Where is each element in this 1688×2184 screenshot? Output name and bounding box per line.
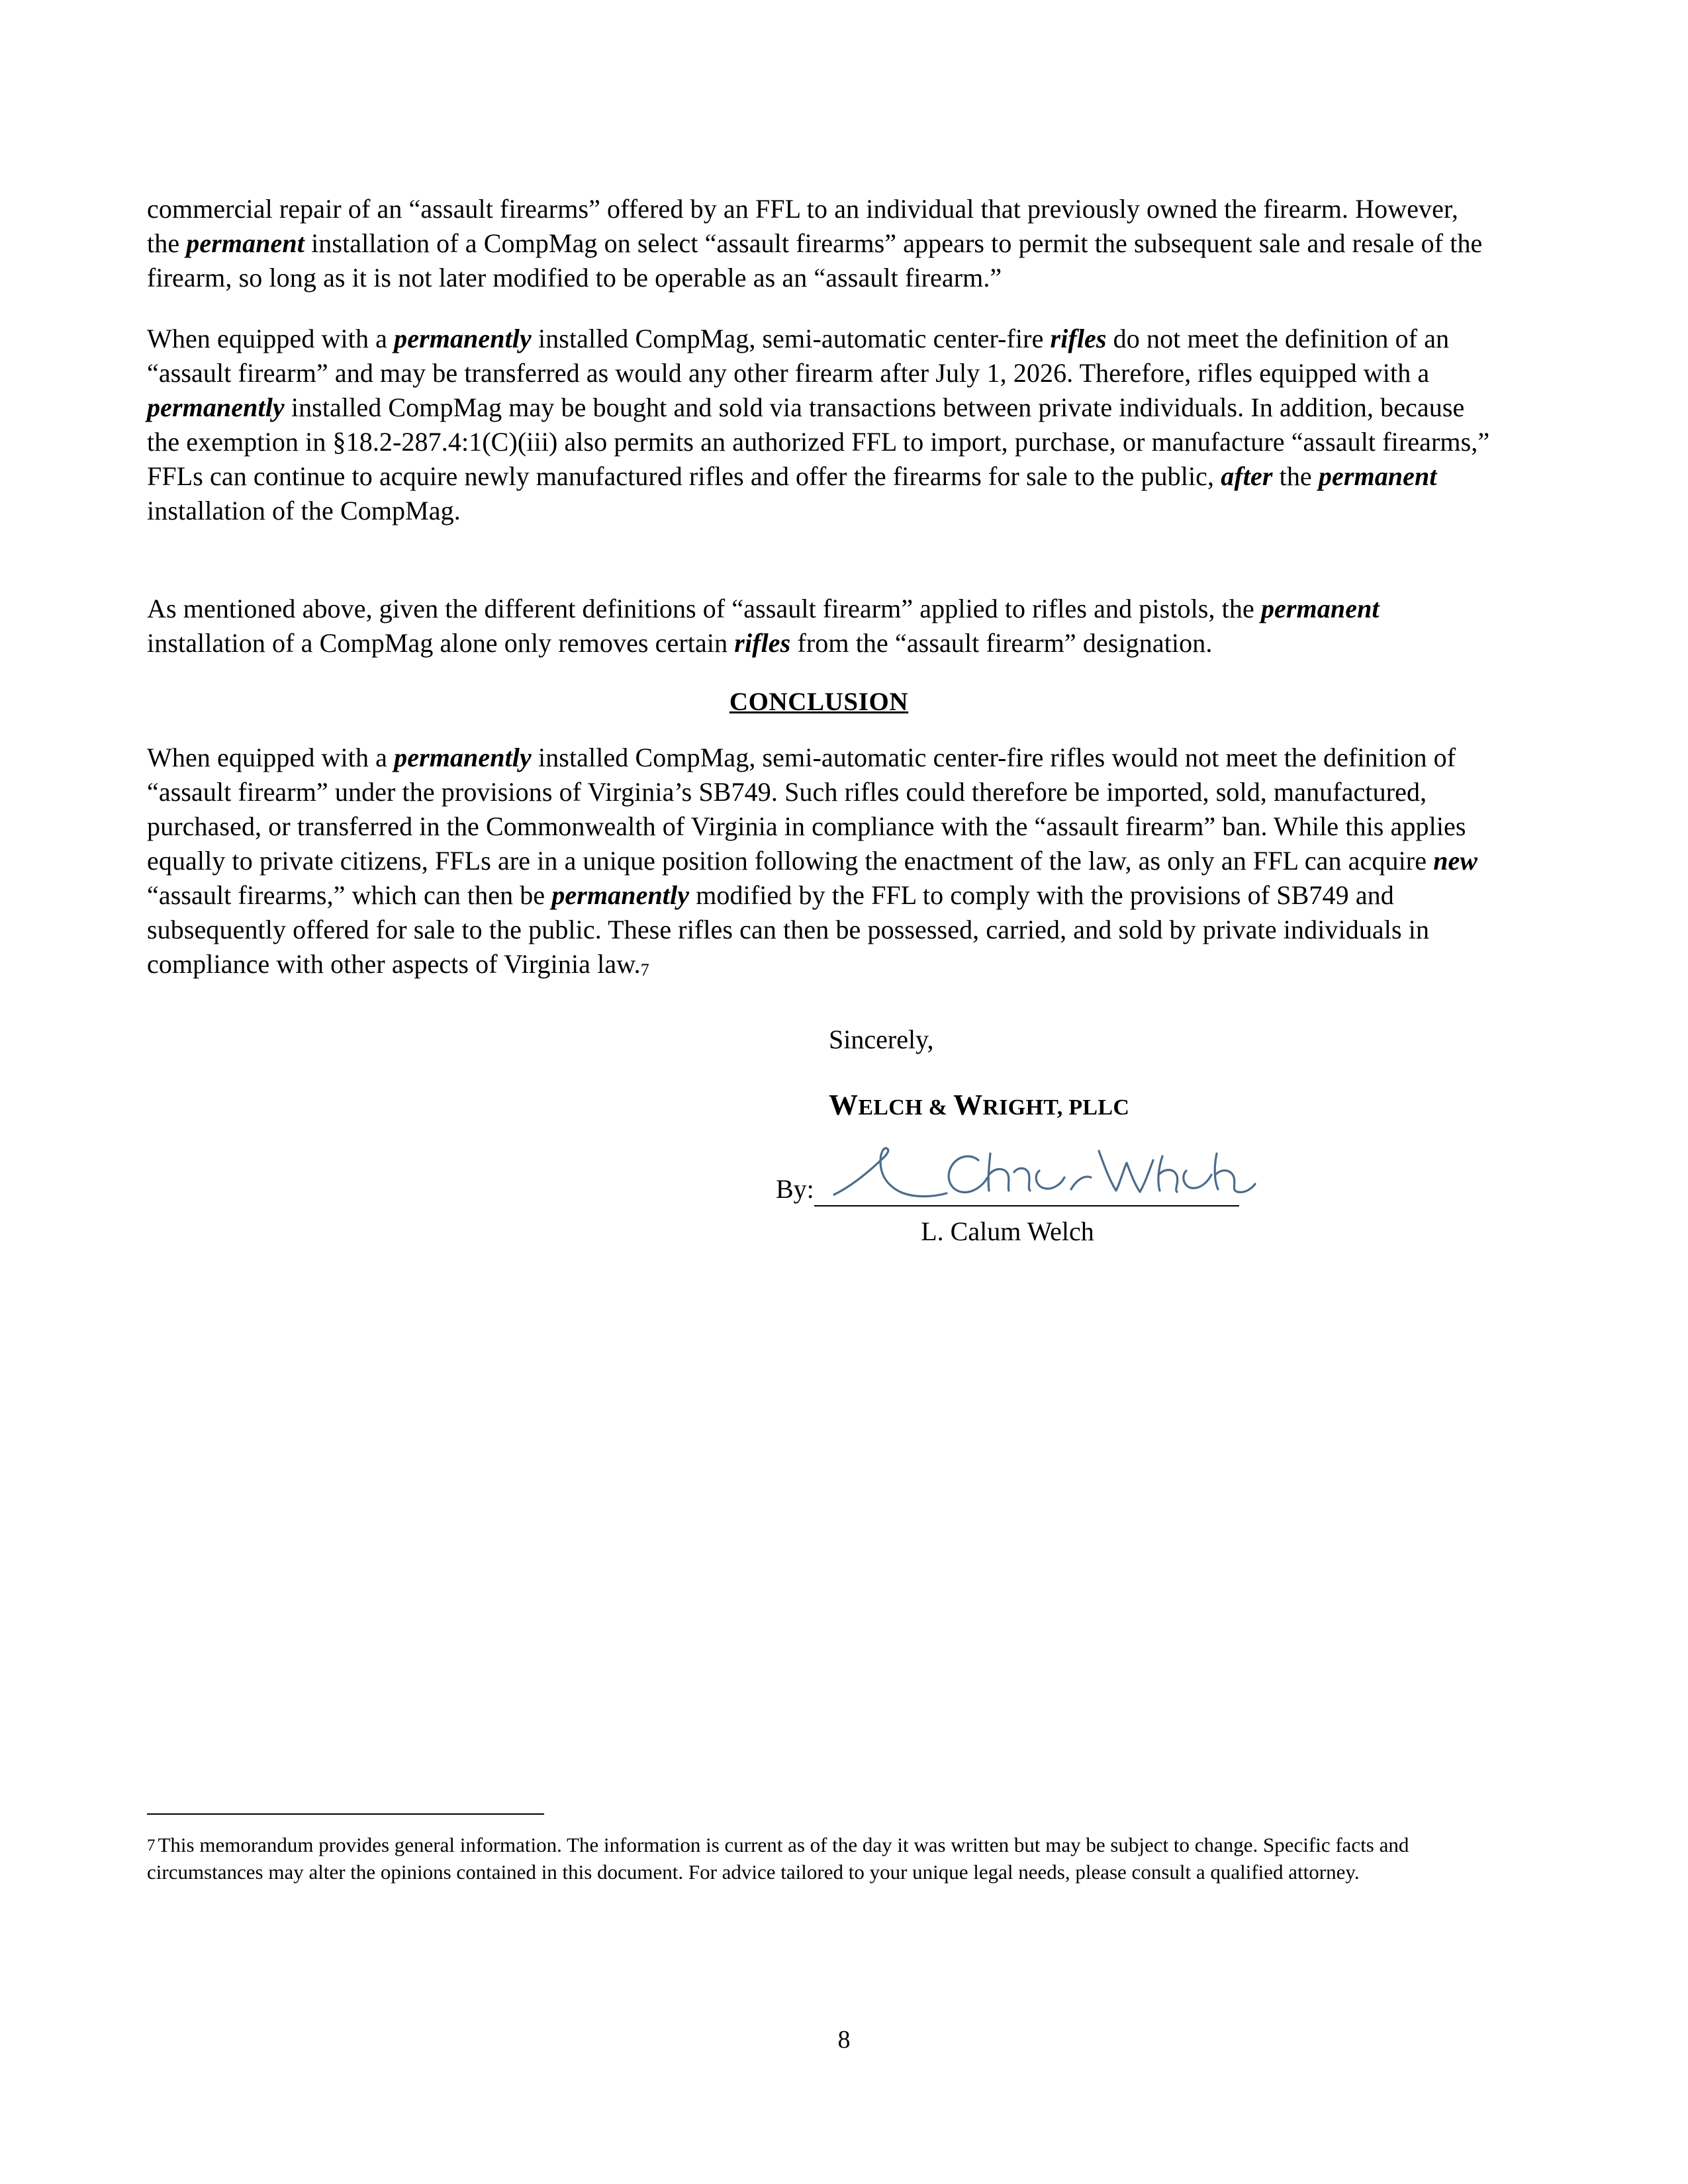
conclusion-heading: CONCLUSION [729,688,909,716]
paragraph-1: commercial repair of an “assault firearms” offered by an FFL to an individual that previously owned the firearm. However, the permanent installation of a CompMag on select “assault firearms” appears to permit the subsequent sale and resale of the firearm, so long as it is not later modified to be operable as an “assault firearm.” [147,194,1483,293]
page-number: 8 [837,2026,851,2054]
signature-row [776,1148,1239,1206]
signature-line [814,1148,1239,1206]
footnote-1 [147,1832,1491,1886]
firm-name-initial-1: W [829,1089,859,1121]
paragraph-spacer [147,555,1491,592]
footnote-separator [147,1813,544,1815]
footnote-reference-marker: 7 [640,960,649,979]
conclusion-paragraph: When equipped with a permanently installed CompMag, semi-automatic center-fire rifles would not meet the definition of “assault firearm” under the provisions of Virginia’s SB749. Such rifles could therefore be imported, sold, manufactured, purchased, or transferred in the Commonwealth of Virginia in compliance with the “assault firearm” ban. While this applies equally to private citizens, FFLs are in a unique position following the enactment of the law, as only an FFL can acquire new “assault firearms,” which can then be permanently modified by the FFL to comply with the provisions of SB749 and subsequently offered for sale to the public. These rifles can then be possessed, carried, and sold by private individuals in compliance with other aspects of Virginia law.7 [147,743,1478,979]
paragraph-2: When equipped with a permanently installed CompMag, semi-automatic center-fire rifles do not meet the definition of an “assault firearm” and may be transferred as would any other firearm after July 1, 2026. Therefore, rifles equipped with a permanently installed CompMag may be bought and sold via transactions between private individuals. In addition, because the exemption in §18.2-287.4:1(C)(iii) also permits an authorized FFL to import, purchase, or manufacture “assault firearms,” FFLs can continue to acquire newly manufactured rifles and offer the firearms for sale to the public, after the permanent installation of the CompMag. [147,324,1490,525]
sincerely-line: Sincerely, [829,1024,934,1054]
handwritten-signature [821,1134,1258,1206]
firm-name [829,1088,1491,1122]
footnote-body: This memorandum provides general information. The information is current as of the day it was written but may be subject to change. Specific facts and circumstances may alter the opinions contained in this document. For advice tailored to your unique legal needs, please consult a qualified attorney. [147,1833,1409,1884]
document-body [147,192,1491,1247]
paragraph-3: As mentioned above, given the different definitions of “assault firearm” applied to rifles and pistols, the permanent installation of a CompMag alone only removes certain rifles from the “assault firearm” designation. [147,594,1380,658]
firm-name-part-1: ELCH & [858,1095,954,1120]
firm-name-part-2: RIGHT, PLLC [982,1095,1130,1120]
footnote-area [147,1813,1491,1886]
signer-name: L. Calum Welch [921,1216,1094,1246]
signature-block [776,1024,1491,1247]
footnote-number: 7 [147,1837,156,1854]
firm-name-initial-2: W [953,1089,983,1121]
by-label: By: [776,1174,814,1204]
